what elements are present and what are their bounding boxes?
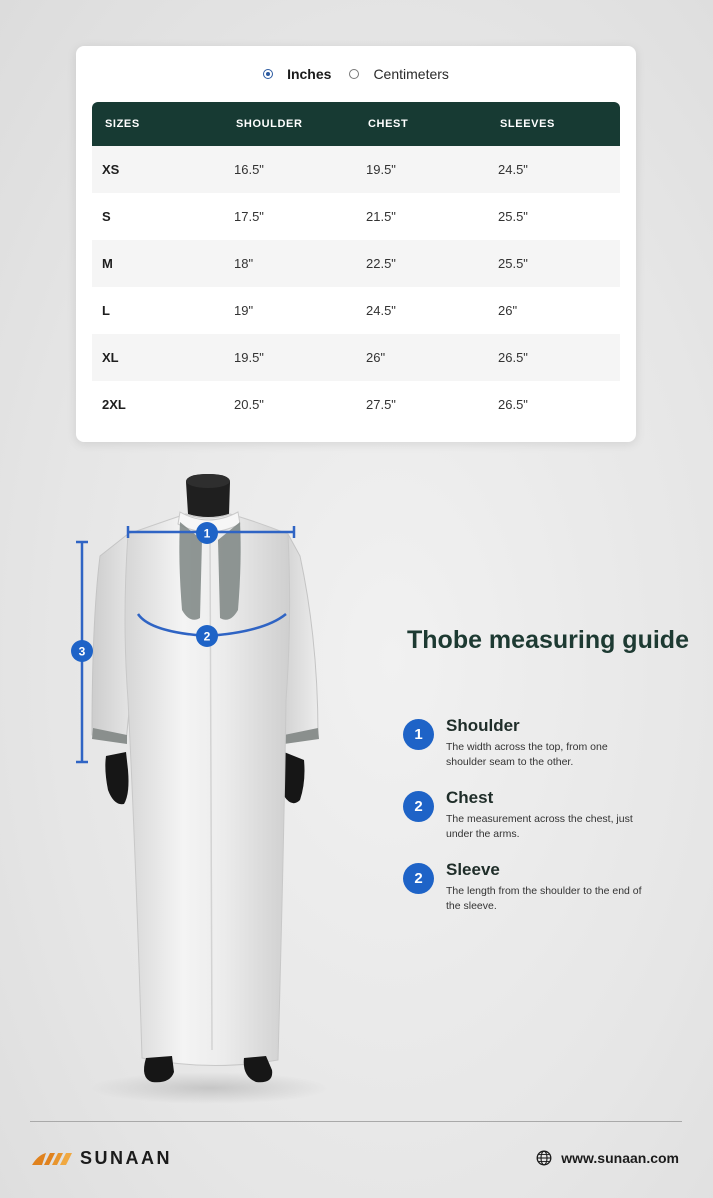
- radio-selected-icon[interactable]: [263, 69, 273, 79]
- cell-shoulder: 19": [234, 303, 254, 318]
- guide-title: Thobe measuring guide: [407, 626, 689, 654]
- number-badge: 1: [403, 719, 434, 750]
- cell-shoulder: 19.5": [234, 350, 264, 365]
- unit-option-centimeters[interactable]: [349, 66, 448, 82]
- unit-label-centimeters[interactable]: Centimeters: [373, 66, 449, 82]
- cell-shoulder: 20.5": [234, 397, 264, 412]
- cell-size: XS: [102, 162, 120, 177]
- unit-option-inches[interactable]: [263, 66, 337, 82]
- guide-item-title: Sleeve: [446, 860, 500, 879]
- cell-size: 2XL: [102, 397, 126, 412]
- table-row: [92, 193, 620, 240]
- radio-unselected-icon[interactable]: [349, 69, 359, 79]
- table-row: [92, 146, 620, 193]
- unit-toggle: [76, 66, 636, 82]
- cell-sleeves: 24.5": [498, 162, 528, 177]
- cell-chest: 27.5": [366, 397, 396, 412]
- brand-name: SUNAAN: [80, 1148, 173, 1168]
- guide-item-description: The measurement across the chest, just under the arms.: [446, 813, 633, 840]
- brand-logo[interactable]: [30, 1148, 172, 1169]
- marker-label: 3: [78, 644, 86, 659]
- header-chest: CHEST: [368, 118, 409, 130]
- cell-sleeves: 25.5": [498, 209, 528, 224]
- guide-item-title: Chest: [446, 788, 494, 807]
- guide-item-description: The length from the shoulder to the end of the sleeve.: [446, 885, 642, 912]
- cell-chest: 21.5": [366, 209, 396, 224]
- marker-chest: [196, 625, 218, 647]
- marker-shoulder: [196, 522, 218, 544]
- cell-size: S: [102, 209, 111, 224]
- table-header: [92, 102, 620, 146]
- cell-chest: 19.5": [366, 162, 396, 177]
- unit-label-inches[interactable]: Inches: [287, 66, 332, 82]
- website-url[interactable]: www.sunaan.com: [561, 1150, 679, 1166]
- header-shoulder: SHOULDER: [236, 118, 303, 130]
- cell-chest: 26": [366, 350, 386, 365]
- cell-sleeves: 26": [498, 303, 518, 318]
- number-badge: 2: [403, 863, 434, 894]
- cell-sleeves: 26.5": [498, 397, 528, 412]
- cell-sleeves: 25.5": [498, 256, 528, 271]
- table-body: [92, 146, 620, 428]
- header-sleeves: SLEEVES: [500, 118, 555, 130]
- footer-divider: [30, 1121, 682, 1122]
- marker-label: 1: [203, 526, 211, 541]
- cell-shoulder: 16.5": [234, 162, 264, 177]
- header-sizes: SIZES: [105, 118, 140, 130]
- sunaan-logo-icon: [30, 1151, 74, 1167]
- table-row: [92, 287, 620, 334]
- marker-label: 2: [203, 629, 211, 644]
- table-row: [92, 334, 620, 381]
- website-link[interactable]: [536, 1150, 679, 1166]
- thobe-mannequin-illustration: [0, 460, 360, 1120]
- cell-chest: 24.5": [366, 303, 396, 318]
- cell-sleeves: 26.5": [498, 350, 528, 365]
- cell-size: M: [102, 256, 113, 271]
- cell-chest: 22.5": [366, 256, 396, 271]
- cell-size: XL: [102, 350, 119, 365]
- size-chart-card: [76, 46, 636, 442]
- table-row: [92, 240, 620, 287]
- cell-shoulder: 18": [234, 256, 254, 271]
- marker-sleeve: [71, 640, 93, 662]
- guide-item-description: The width across the top, from one shoulder seam to the other.: [446, 741, 608, 768]
- number-badge: 2: [403, 791, 434, 822]
- table-row: [92, 381, 620, 428]
- globe-icon: [536, 1150, 552, 1166]
- cell-size: L: [102, 303, 110, 318]
- guide-item-title: Shoulder: [446, 716, 520, 735]
- size-table: [92, 102, 620, 428]
- cell-shoulder: 17.5": [234, 209, 264, 224]
